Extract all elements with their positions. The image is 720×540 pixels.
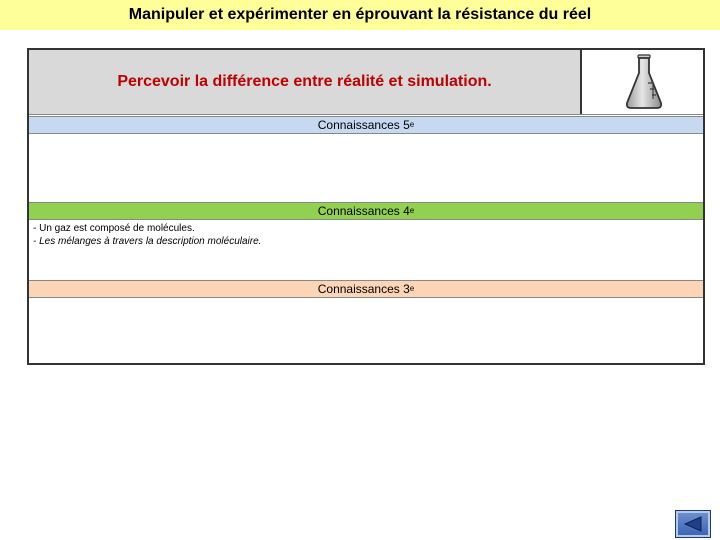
objective-cell <box>29 50 582 114</box>
level-superscript: e <box>409 283 415 293</box>
knowledge-list-4e <box>33 222 699 248</box>
erlenmeyer-flask-icon <box>624 53 664 111</box>
level-superscript: e <box>409 205 415 215</box>
flask-cell <box>584 50 703 114</box>
skills-card <box>27 48 705 365</box>
triangle-left-icon <box>681 515 705 533</box>
level-label: Connaissances 5 <box>317 118 410 132</box>
level-label: Connaissances 3 <box>317 282 410 296</box>
objective-row <box>29 50 703 115</box>
title-banner <box>0 0 720 30</box>
objective-text: Percevoir la différence entre réalité et simulation. <box>117 73 492 90</box>
level-superscript: e <box>409 119 415 129</box>
list-item: - Un gaz est composé de molécules. <box>33 223 195 234</box>
level-bar-5e <box>29 116 703 134</box>
list-item: - Les mélanges à travers la description moléculaire. <box>33 236 262 247</box>
page-title: Manipuler et expérimenter en éprouvant la résistance du réel <box>128 6 592 23</box>
level-bar-3e <box>29 280 703 298</box>
level-label: Connaissances 4 <box>317 204 410 218</box>
level-bar-4e <box>29 202 703 220</box>
back-button[interactable] <box>676 511 710 537</box>
